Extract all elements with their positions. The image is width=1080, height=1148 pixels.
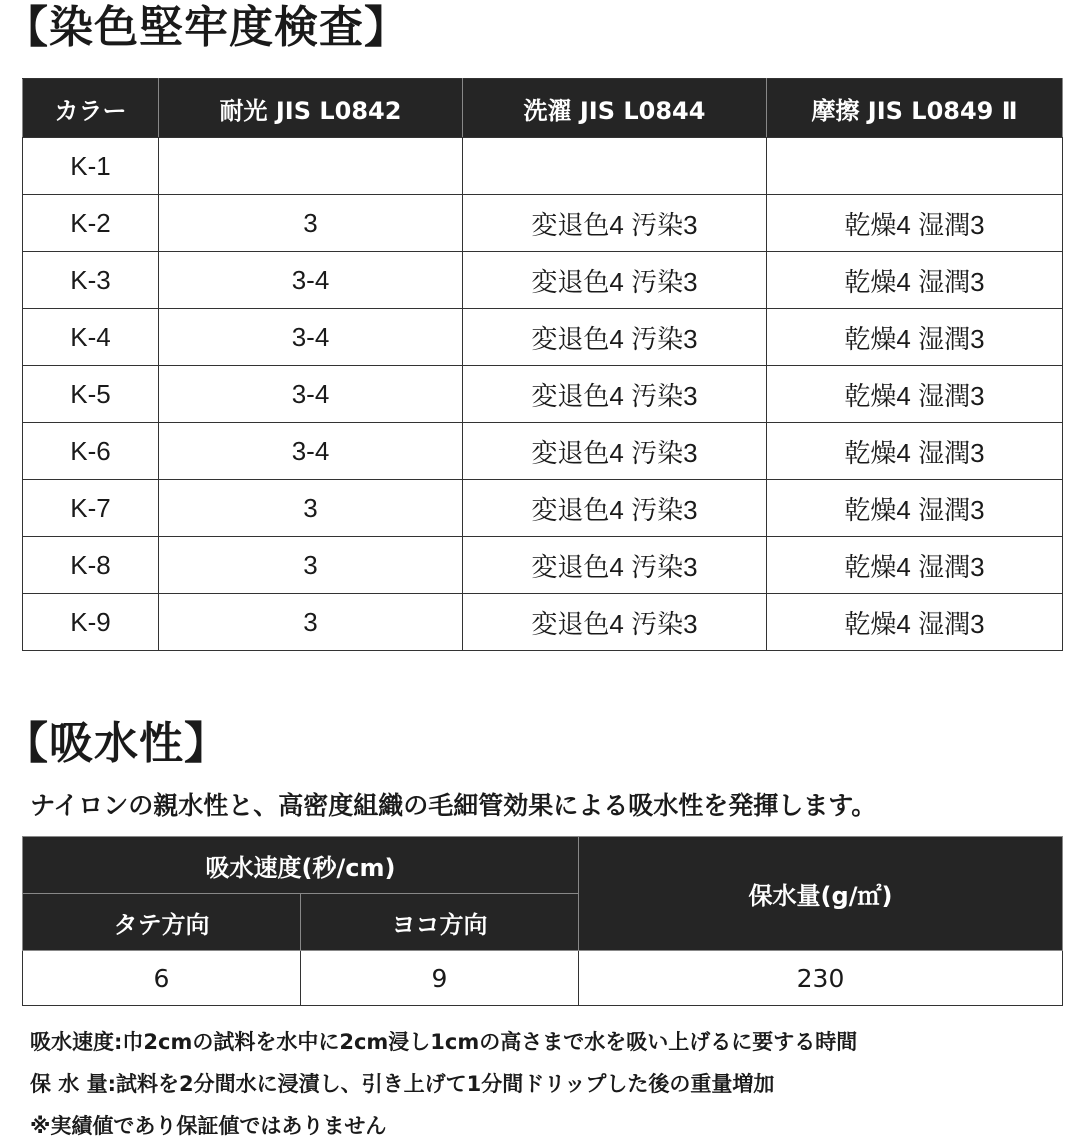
note-disclaimer: ※実績値であり保証値ではありません: [30, 1114, 387, 1138]
rub-cell: 乾燥4 湿潤3: [767, 423, 1063, 480]
wash-cell: 変退色4 汚染3: [463, 594, 767, 651]
header-water-retention: 保水量(g/㎡): [579, 837, 1063, 951]
warp-value: 6: [23, 951, 301, 1006]
color-cell: K-2: [23, 195, 159, 252]
rub-cell: [767, 138, 1063, 195]
weft-value: 9: [301, 951, 579, 1006]
rub-cell: 乾燥4 湿潤3: [767, 537, 1063, 594]
rub-cell: 乾燥4 湿潤3: [767, 366, 1063, 423]
header-weft: ヨコ方向: [301, 894, 579, 951]
wash-cell: 変退色4 汚染3: [463, 537, 767, 594]
table-header-row: [23, 837, 1063, 894]
light-cell: 3: [159, 594, 463, 651]
wash-cell: [463, 138, 767, 195]
table-row: [23, 480, 1063, 537]
color-cell: K-3: [23, 252, 159, 309]
color-cell: K-4: [23, 309, 159, 366]
table-header-row: [23, 79, 1063, 138]
color-cell: K-7: [23, 480, 159, 537]
light-cell: 3: [159, 537, 463, 594]
light-cell: 3-4: [159, 252, 463, 309]
wash-cell: 変退色4 汚染3: [463, 423, 767, 480]
light-cell: 3: [159, 195, 463, 252]
rub-cell: 乾燥4 湿潤3: [767, 309, 1063, 366]
light-cell: [159, 138, 463, 195]
wash-cell: 変退色4 汚染3: [463, 252, 767, 309]
note-absorb-speed: 吸水速度:巾2cmの試料を水中に2cm浸し1cmの高さまで水を吸い上げるに要する時間: [30, 1030, 858, 1054]
table-row: [23, 252, 1063, 309]
header-light: 耐光 JIS L0842: [159, 79, 463, 138]
color-cell: K-5: [23, 366, 159, 423]
colorfastness-heading: 【染色堅牢度検査】: [4, 2, 409, 53]
retention-value: 230: [579, 951, 1063, 1006]
light-cell: 3-4: [159, 366, 463, 423]
table-row: [23, 537, 1063, 594]
light-cell: 3: [159, 480, 463, 537]
light-cell: 3-4: [159, 309, 463, 366]
table-row: [23, 138, 1063, 195]
absorbency-table: [22, 836, 1063, 1006]
table-row: [23, 594, 1063, 651]
absorbency-heading: 【吸水性】: [4, 718, 229, 769]
table-row: [23, 951, 1063, 1006]
color-cell: K-1: [23, 138, 159, 195]
table-row: [23, 423, 1063, 480]
light-cell: 3-4: [159, 423, 463, 480]
wash-cell: 変退色4 汚染3: [463, 366, 767, 423]
table-row: [23, 366, 1063, 423]
wash-cell: 変退色4 汚染3: [463, 480, 767, 537]
header-wash: 洗濯 JIS L0844: [463, 79, 767, 138]
rub-cell: 乾燥4 湿潤3: [767, 594, 1063, 651]
header-warp: タテ方向: [23, 894, 301, 951]
colorfastness-table: [22, 78, 1063, 651]
rub-cell: 乾燥4 湿潤3: [767, 195, 1063, 252]
rub-cell: 乾燥4 湿潤3: [767, 252, 1063, 309]
header-absorb-speed: 吸水速度(秒/cm): [23, 837, 579, 894]
color-cell: K-8: [23, 537, 159, 594]
rub-cell: 乾燥4 湿潤3: [767, 480, 1063, 537]
header-color: カラー: [23, 79, 159, 138]
color-cell: K-9: [23, 594, 159, 651]
note-water-retention: 保 水 量:試料を2分間水に浸漬し、引き上げて1分間ドリップした後の重量増加: [30, 1072, 775, 1096]
table-row: [23, 195, 1063, 252]
table-row: [23, 309, 1063, 366]
absorbency-description: ナイロンの親水性と、高密度組織の毛細管効果による吸水性を発揮します。: [30, 791, 877, 820]
wash-cell: 変退色4 汚染3: [463, 309, 767, 366]
color-cell: K-6: [23, 423, 159, 480]
header-rub: 摩擦 JIS L0849 Ⅱ: [767, 79, 1063, 138]
wash-cell: 変退色4 汚染3: [463, 195, 767, 252]
